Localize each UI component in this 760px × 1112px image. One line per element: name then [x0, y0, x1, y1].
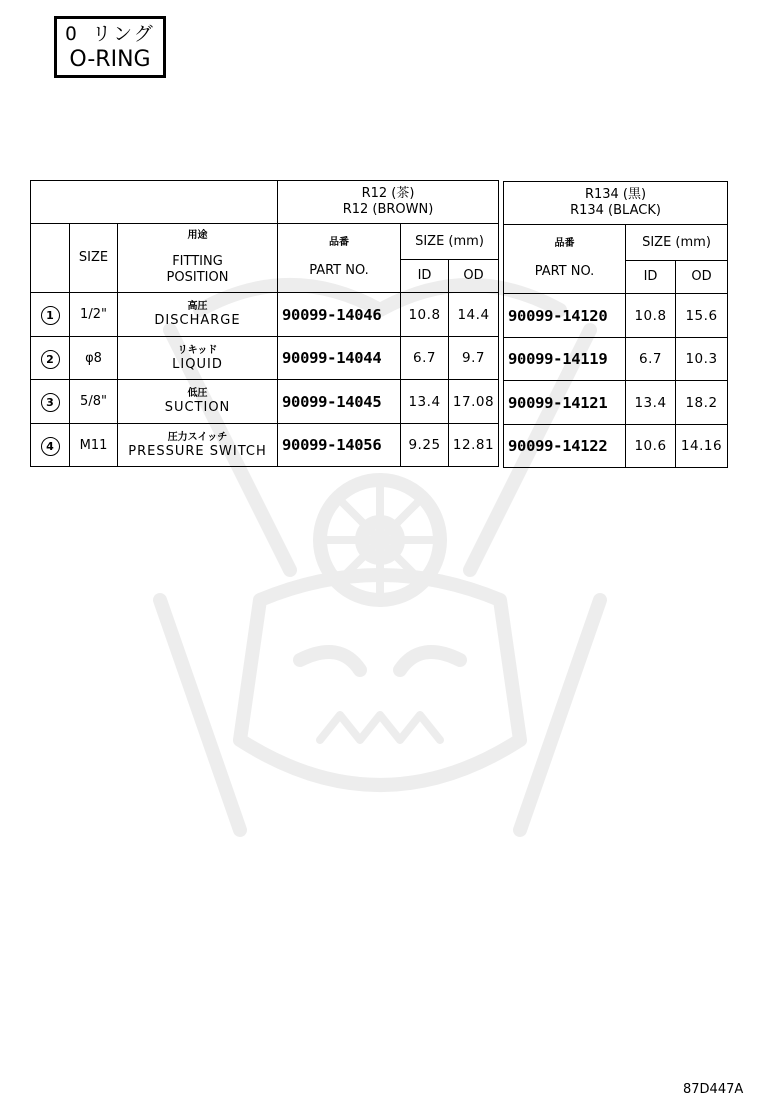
table-row [504, 381, 728, 425]
r134-id-value: 6.7 [626, 338, 676, 381]
table-row [504, 294, 728, 338]
fitting-position-cell [118, 380, 278, 424]
fitting-en: LIQUID [172, 356, 223, 372]
fitting-label: FITTING [172, 254, 223, 269]
part-no-label: PART NO. [534, 264, 595, 279]
r134-od-value: 18.2 [676, 381, 728, 425]
row-number: 1 [41, 306, 60, 325]
r134-part-number: 90099-14122 [504, 425, 626, 468]
r134-part-no-header [504, 225, 626, 294]
r12-od-header: OD [449, 260, 499, 293]
fitting-position-cell [118, 293, 278, 337]
r12-od-value: 12.81 [449, 424, 499, 467]
r134-id-header: ID [626, 261, 676, 294]
r12-id-value: 9.25 [401, 424, 449, 467]
title-japanese: O リング [65, 23, 155, 45]
table-row [31, 424, 499, 467]
table-row [504, 425, 728, 468]
r12-header [278, 181, 499, 224]
fitting-label-jp: 用途 [187, 230, 208, 241]
size-header: SIZE [70, 224, 118, 293]
part-no-label: PART NO. [309, 263, 369, 278]
fitting-en: PRESSURE SWITCH [128, 443, 267, 459]
r12-id-value: 10.8 [401, 293, 449, 337]
r134-od-value: 10.3 [676, 338, 728, 381]
r134-id-value: 10.6 [626, 425, 676, 468]
r12-id-value: 6.7 [401, 337, 449, 380]
fitting-jp: 低圧 [187, 388, 208, 399]
figure-code: 87D447A [683, 1082, 744, 1097]
r12-parts-table [30, 180, 499, 467]
row-number: 4 [41, 437, 60, 456]
r12-label-en: R12 (BROWN) [342, 202, 434, 217]
r12-part-no-header [278, 224, 401, 293]
table-row [31, 337, 499, 380]
r12-part-number: 90099-14056 [278, 424, 401, 467]
r134-part-number: 90099-14121 [504, 381, 626, 425]
r12-part-number: 90099-14046 [278, 293, 401, 337]
row-number: 3 [41, 393, 60, 412]
r134-parts-table [503, 181, 728, 468]
fitting-size: M11 [70, 424, 118, 467]
table-row [31, 380, 499, 424]
r134-header [504, 182, 728, 225]
fitting-jp: 圧力スイッチ [167, 431, 228, 443]
r134-od-value: 14.16 [676, 425, 728, 468]
r134-od-value: 15.6 [676, 294, 728, 338]
blank-index-header [31, 224, 70, 293]
fitting-en: SUCTION [164, 400, 231, 415]
table-row [31, 293, 499, 337]
fitting-jp: 高圧 [187, 301, 208, 312]
fitting-size: φ8 [70, 337, 118, 380]
r134-id-value: 10.8 [626, 294, 676, 338]
r134-label-en: R134 (BLACK) [570, 203, 661, 218]
r12-label-jp: R12 (茶) [361, 186, 415, 201]
fitting-size: 1/2" [70, 293, 118, 337]
fitting-size: 5/8" [70, 380, 118, 424]
fitting-jp: リキッド [177, 344, 218, 356]
r12-part-number: 90099-14045 [278, 380, 401, 424]
r134-part-number: 90099-14120 [504, 294, 626, 338]
title-english: O-RING [69, 47, 151, 72]
r12-od-value: 17.08 [449, 380, 499, 424]
row-number: 2 [41, 350, 60, 369]
fitting-en: DISCHARGE [154, 313, 241, 328]
r12-id-value: 13.4 [401, 380, 449, 424]
position-label: POSITION [166, 270, 229, 285]
r134-od-header: OD [676, 261, 728, 294]
r12-od-value: 14.4 [449, 293, 499, 337]
r12-od-value: 9.7 [449, 337, 499, 380]
r134-id-value: 13.4 [626, 381, 676, 425]
part-label-jp: 品番 [554, 238, 575, 249]
r12-part-number: 90099-14044 [278, 337, 401, 380]
table-row [504, 338, 728, 381]
fitting-position-cell [118, 337, 278, 380]
r134-size-mm-header: SIZE (mm) [626, 225, 728, 261]
blank-header-cell [31, 181, 278, 224]
title-box [54, 16, 166, 78]
r134-part-number: 90099-14119 [504, 338, 626, 381]
r12-id-header: ID [401, 260, 449, 293]
r134-label-jp: R134 (黒) [584, 187, 647, 202]
r12-size-mm-header: SIZE (mm) [401, 224, 499, 260]
part-label-jp: 品番 [329, 237, 349, 248]
fitting-position-header [118, 224, 278, 293]
fitting-position-cell [118, 424, 278, 467]
